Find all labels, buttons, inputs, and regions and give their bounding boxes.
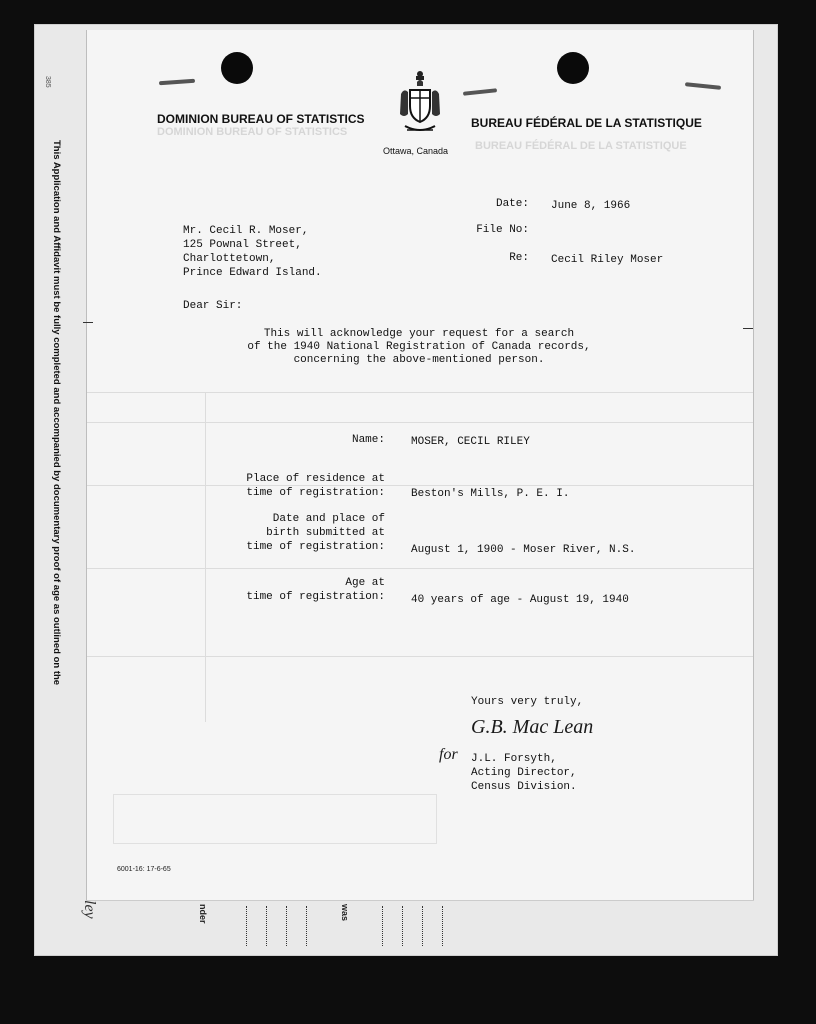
fold-mark — [743, 328, 753, 329]
signatory-block — [471, 752, 577, 794]
signatory-division: Census Division. — [471, 781, 577, 793]
re-value: Cecil Riley Moser — [551, 254, 664, 266]
address-line: Prince Edward Island. — [183, 267, 322, 279]
date-label: Date: — [495, 198, 529, 210]
label-line: Age at — [345, 577, 385, 589]
dotted-line — [286, 906, 287, 946]
letter-body — [239, 328, 599, 367]
agency-name-english: DOMINION BUREAU OF STATISTICS — [157, 112, 365, 126]
label-line: time of registration: — [246, 591, 385, 603]
form-label-was: was — [340, 904, 350, 922]
form-page-number: 385 — [44, 76, 51, 88]
show-through-text: DOMINION BUREAU OF STATISTICS — [157, 126, 348, 138]
show-through-line — [87, 656, 753, 657]
dotted-line — [382, 906, 383, 946]
show-through-text: BUREAU FÉDÉRAL DE LA STATISTIQUE — [475, 140, 687, 152]
show-through-line — [87, 568, 753, 569]
form-label-nder: nder — [198, 904, 208, 924]
show-through-line — [87, 422, 753, 423]
dotted-line — [422, 906, 423, 946]
form-bottom-strip — [76, 896, 766, 948]
show-through-line — [87, 392, 753, 393]
label-line: time of registration: — [246, 541, 385, 553]
label-line: Date and place of — [272, 513, 385, 525]
label-line: Place of residence at — [246, 473, 385, 485]
dotted-line — [306, 906, 307, 946]
handwritten-signature: G.B. Mac Lean — [471, 716, 594, 738]
binder-mark — [685, 82, 721, 90]
label-line: birth submitted at — [266, 527, 385, 539]
name-label: Name: — [351, 434, 385, 446]
agency-name-french: BUREAU FÉDÉRAL DE LA STATISTIQUE — [471, 116, 702, 130]
address-line: Charlottetown, — [183, 253, 276, 265]
show-through-box — [113, 794, 437, 844]
birth-label — [217, 512, 385, 554]
valediction: Yours very truly, — [471, 696, 584, 708]
punch-hole — [221, 52, 253, 84]
re-label: Re: — [509, 252, 529, 264]
letter-page — [86, 30, 754, 900]
signatory-title: Acting Director, — [471, 767, 577, 779]
dotted-line — [266, 906, 267, 946]
label-line: time of registration: — [246, 487, 385, 499]
dotted-line — [246, 906, 247, 946]
dotted-line — [402, 906, 403, 946]
date-value: June 8, 1966 — [551, 200, 631, 212]
punch-hole — [557, 52, 589, 84]
body-line: of the 1940 National Registration of Canada records, — [247, 341, 591, 353]
for-mark: for — [439, 746, 458, 763]
dotted-line — [442, 906, 443, 946]
binder-mark — [159, 79, 195, 86]
letterhead-city: Ottawa, Canada — [383, 146, 449, 156]
show-through-line — [205, 392, 206, 722]
body-line: This will acknowledge your request for a search — [263, 328, 575, 340]
signatory-name: J.L. Forsyth, — [471, 753, 557, 765]
binder-mark — [463, 88, 497, 96]
name-value: MOSER, CECIL RILEY — [411, 436, 530, 448]
body-line: concerning the above-mentioned person. — [293, 354, 545, 366]
salutation: Dear Sir: — [183, 300, 243, 312]
addressee-block — [183, 224, 322, 280]
address-line: Mr. Cecil R. Moser, — [183, 225, 309, 237]
margin-handwriting: ley — [81, 900, 98, 919]
age-label — [217, 576, 385, 604]
coat-of-arms-icon — [397, 68, 443, 140]
age-value: 40 years of age - August 19, 1940 — [411, 594, 629, 606]
application-side-notice: This Application and Affidavit must be fully completed and accompanied by documentary proof of age as outlined on the — [51, 140, 62, 686]
show-through-line — [87, 485, 753, 486]
birth-value: August 1, 1900 - Moser River, N.S. — [411, 544, 636, 556]
fold-mark — [83, 322, 93, 323]
residence-label — [217, 472, 385, 500]
address-line: 125 Pownal Street, — [183, 239, 302, 251]
residence-value: Beston's Mills, P. E. I. — [411, 488, 570, 500]
form-code: 6001-16: 17-6-65 — [117, 866, 171, 873]
file-number-label: File No: — [476, 224, 529, 236]
